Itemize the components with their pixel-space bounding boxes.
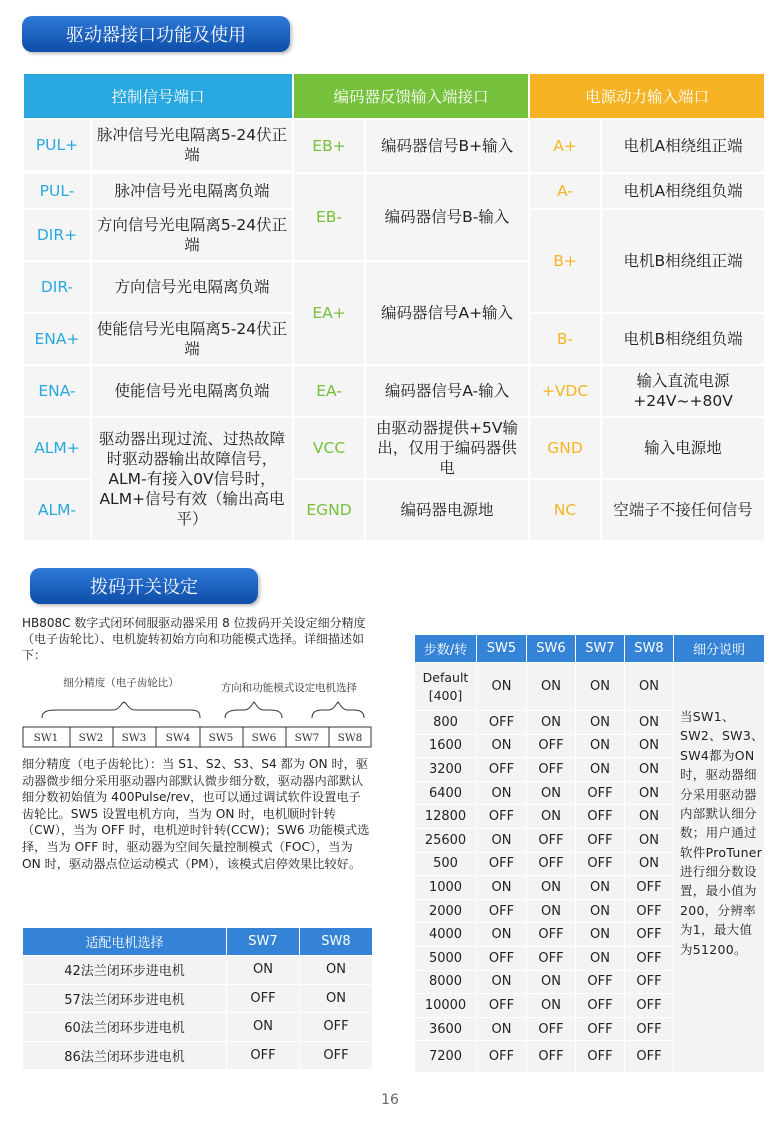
motor-cell: OFF xyxy=(300,1013,373,1042)
step-cell: ON xyxy=(477,663,527,711)
pin-dir-minus: DIR- xyxy=(23,261,91,313)
motor-selection-table xyxy=(22,927,373,1070)
motor-cell: OFF xyxy=(227,1041,300,1070)
motor-header-type: 适配电机选择 xyxy=(23,928,227,956)
step-cell: ON xyxy=(576,734,625,758)
step-cell: OFF xyxy=(527,828,576,852)
step-cell: ON xyxy=(477,876,527,900)
motor-cell: 60法兰闭环步进电机 xyxy=(23,1013,227,1042)
dip-sw5: SW5 xyxy=(208,732,234,744)
step-cell: 7200 xyxy=(415,1041,477,1073)
step-cell: 500 xyxy=(415,852,477,876)
step-cell: ON xyxy=(576,711,625,735)
desc-gnd: 输入电源地 xyxy=(601,417,765,479)
motor-header-sw7: SW7 xyxy=(227,928,300,956)
step-cell: OFF xyxy=(625,970,674,994)
dip-sw1: SW1 xyxy=(33,732,59,744)
step-cell: OFF xyxy=(576,994,625,1018)
step-cell: 6400 xyxy=(415,781,477,805)
page-number: 16 xyxy=(381,1092,399,1108)
section-title-dip: 拨码开关设定 xyxy=(30,568,258,604)
table-row xyxy=(23,1041,373,1070)
pin-ena-plus: ENA+ xyxy=(23,313,91,365)
step-cell: OFF xyxy=(477,946,527,970)
step-cell: OFF xyxy=(477,852,527,876)
pin-alm-plus: ALM+ xyxy=(23,417,91,479)
step-cell: OFF xyxy=(527,1017,576,1041)
step-cell: ON xyxy=(576,758,625,782)
header-power-port: 电源动力输入端口 xyxy=(529,73,765,119)
step-cell: OFF xyxy=(625,1041,674,1073)
desc-b-minus: 电机B相绕组负端 xyxy=(601,313,765,365)
table-row xyxy=(415,663,765,711)
motor-cell: ON xyxy=(227,1013,300,1042)
step-cell: OFF xyxy=(477,711,527,735)
step-cell: ON xyxy=(477,734,527,758)
pin-b-minus: B- xyxy=(529,313,601,365)
step-cell: 800 xyxy=(415,711,477,735)
step-cell: ON xyxy=(576,923,625,947)
step-cell: OFF xyxy=(527,852,576,876)
pin-eb-minus: EB- xyxy=(293,173,365,261)
step-cell: ON xyxy=(625,758,674,782)
step-header-steps: 步数/转 xyxy=(415,635,477,663)
interface-table xyxy=(22,72,766,542)
motor-cell: 57法兰闭环步进电机 xyxy=(23,984,227,1013)
step-cell: OFF xyxy=(477,758,527,782)
dip-group-label-direction: 方向和功能模式设定 xyxy=(220,682,316,694)
step-cell: ON xyxy=(527,663,576,711)
step-cell: OFF xyxy=(527,923,576,947)
pin-ea-plus: EA+ xyxy=(293,261,365,365)
step-cell: OFF xyxy=(625,899,674,923)
pin-vcc: VCC xyxy=(293,417,365,479)
desc-egnd: 编码器电源地 xyxy=(365,479,529,541)
dip-description-paragraph: 细分精度（电子齿轮比）：当 S1、S2、S3、S4 都为 ON 时，驱动器微步细分采用驱动器内部默认微步细分数，驱动器内部默认细分数初始值为 400Pulse/rev，也可以通过调试软件设置电子齿轮比。SW5 设置电机方向，当为 ON 时，电机顺时针转（CW），当为 OFF 时，电机逆时针转(CCW)；SW6 功能模式选择，当为 OFF 时，驱动器为空间矢量控制模式（FOC），当为 ON 时，驱动器点位运动模式（PM），该模式启停效果比较好。 xyxy=(22,757,370,871)
step-cell: ON xyxy=(625,711,674,735)
desc-a-minus: 电机A相绕组负端 xyxy=(601,173,765,209)
desc-eb-minus: 编码器信号B-输入 xyxy=(365,173,529,261)
motor-cell: ON xyxy=(227,956,300,985)
pin-a-minus: A- xyxy=(529,173,601,209)
step-cell: ON xyxy=(527,876,576,900)
dip-sw7: SW7 xyxy=(294,732,320,744)
step-cell: 2000 xyxy=(415,899,477,923)
motor-cell: ON xyxy=(300,956,373,985)
pin-gnd: GND xyxy=(529,417,601,479)
step-cell: ON xyxy=(527,711,576,735)
motor-header-sw8: SW8 xyxy=(300,928,373,956)
step-cell: 12800 xyxy=(415,805,477,829)
dip-group-label-microstep: 细分精度（电子齿轮比） xyxy=(63,677,179,689)
step-cell: ON xyxy=(527,899,576,923)
pin-pul-plus: PUL+ xyxy=(23,119,91,171)
desc-nc: 空端子不接任何信号 xyxy=(601,479,765,541)
step-cell: OFF xyxy=(576,970,625,994)
step-cell: 5000 xyxy=(415,946,477,970)
pin-nc: NC xyxy=(529,479,601,541)
step-cell: ON xyxy=(625,781,674,805)
dip-sw2: SW2 xyxy=(78,732,104,744)
section-title-interface: 驱动器接口功能及使用 xyxy=(22,16,290,52)
step-cell: OFF xyxy=(527,946,576,970)
step-cell: ON xyxy=(576,946,625,970)
step-cell: OFF xyxy=(576,852,625,876)
step-cell: OFF xyxy=(576,1041,625,1073)
pin-ea-minus: EA- xyxy=(293,365,365,417)
step-cell: OFF xyxy=(576,805,625,829)
step-cell: OFF xyxy=(477,899,527,923)
table-row xyxy=(23,984,373,1013)
desc-ena-plus: 使能信号光电隔离5-24伏正端 xyxy=(91,313,293,365)
pin-a-plus: A+ xyxy=(529,119,601,173)
desc-b-plus: 电机B相绕组正端 xyxy=(601,209,765,313)
desc-dir-plus: 方向信号光电隔离5-24伏正端 xyxy=(91,209,293,261)
step-header-sw6: SW6 xyxy=(527,635,576,663)
step-cell: ON xyxy=(477,781,527,805)
dip-sw4: SW4 xyxy=(165,732,191,744)
table-row xyxy=(23,956,373,985)
step-cell: OFF xyxy=(625,994,674,1018)
desc-dir-minus: 方向信号光电隔离负端 xyxy=(91,261,293,313)
microstep-note: 当SW1、SW2、SW3、SW4都为ON时，驱动器细分采用驱动器内部默认细分数；用户通过软件ProTuner进行细分数设置，最小值为200，分辨率为1，最大值为51200。 xyxy=(674,663,765,1073)
step-cell: ON xyxy=(527,970,576,994)
desc-ena-minus: 使能信号光电隔离负端 xyxy=(91,365,293,417)
step-cell: 4000 xyxy=(415,923,477,947)
motor-cell: ON xyxy=(300,984,373,1013)
dip-sw8: SW8 xyxy=(337,732,363,744)
step-cell: OFF xyxy=(576,828,625,852)
dip-switch-diagram xyxy=(20,672,380,758)
step-cell: ON xyxy=(527,994,576,1018)
desc-ea-minus: 编码器信号A-输入 xyxy=(365,365,529,417)
pin-ena-minus: ENA- xyxy=(23,365,91,417)
microstep-table xyxy=(414,634,765,1073)
desc-alm: 驱动器出现过流、过热故障时驱动器输出故障信号，ALM-有接入0V信号时，ALM+信号有效（输出高电平） xyxy=(91,417,293,541)
pin-b-plus: B+ xyxy=(529,209,601,313)
header-control-port: 控制信号端口 xyxy=(23,73,293,119)
dip-intro-text: HB808C 数字式闭环伺服驱动器采用 8 位拨码开关设定细分精度（电子齿轮比）、电机旋转初始方向和功能模式选择。详细描述如下： xyxy=(22,616,366,663)
desc-pul-plus: 脉冲信号光电隔离5-24伏正端 xyxy=(91,119,293,171)
step-header-note: 细分说明 xyxy=(674,635,765,663)
step-header-sw7: SW7 xyxy=(576,635,625,663)
step-cell: 3200 xyxy=(415,758,477,782)
step-cell: OFF xyxy=(527,1041,576,1073)
step-cell: OFF xyxy=(527,758,576,782)
step-cell: 25600 xyxy=(415,828,477,852)
step-cell: 8000 xyxy=(415,970,477,994)
dip-group-label-motor: 电机选择 xyxy=(315,682,357,694)
step-cell: ON xyxy=(477,1017,527,1041)
motor-cell: OFF xyxy=(300,1041,373,1070)
step-cell: OFF xyxy=(625,1017,674,1041)
motor-cell: 86法兰闭环步进电机 xyxy=(23,1041,227,1070)
desc-eb-plus: 编码器信号B+输入 xyxy=(365,119,529,173)
step-cell: ON xyxy=(477,923,527,947)
step-cell: OFF xyxy=(625,946,674,970)
step-cell: ON xyxy=(576,663,625,711)
step-cell: OFF xyxy=(477,805,527,829)
step-cell: ON xyxy=(625,734,674,758)
desc-a-plus: 电机A相绕组正端 xyxy=(601,119,765,173)
step-cell: 1000 xyxy=(415,876,477,900)
dip-sw3: SW3 xyxy=(121,732,147,744)
step-cell: OFF xyxy=(477,994,527,1018)
step-cell: OFF xyxy=(477,1041,527,1073)
pin-vdc: +VDC xyxy=(529,365,601,417)
motor-cell: 42法兰闭环步进电机 xyxy=(23,956,227,985)
pin-eb-plus: EB+ xyxy=(293,119,365,173)
dip-sw6: SW6 xyxy=(251,732,277,744)
step-cell: ON xyxy=(625,663,674,711)
step-cell: ON xyxy=(576,899,625,923)
pin-dir-plus: DIR+ xyxy=(23,209,91,261)
step-cell: 10000 xyxy=(415,994,477,1018)
step-header-sw5: SW5 xyxy=(477,635,527,663)
pin-egnd: EGND xyxy=(293,479,365,541)
step-cell: OFF xyxy=(576,781,625,805)
step-cell: ON xyxy=(625,852,674,876)
desc-ea-plus: 编码器信号A+输入 xyxy=(365,261,529,365)
step-cell: 3600 xyxy=(415,1017,477,1041)
step-cell: ON xyxy=(477,828,527,852)
header-encoder-port: 编码器反馈输入端接口 xyxy=(293,73,529,119)
step-cell: ON xyxy=(477,970,527,994)
step-cell: ON xyxy=(527,805,576,829)
step-cell: ON xyxy=(527,781,576,805)
table-row xyxy=(23,1013,373,1042)
desc-vdc: 输入直流电源+24V~+80V xyxy=(601,365,765,417)
step-header-sw8: SW8 xyxy=(625,635,674,663)
step-cell: OFF xyxy=(625,876,674,900)
step-cell: Default [400] xyxy=(415,663,477,711)
desc-pul-minus: 脉冲信号光电隔离负端 xyxy=(91,173,293,209)
pin-pul-minus: PUL- xyxy=(23,173,91,209)
step-cell: OFF xyxy=(625,923,674,947)
step-cell: ON xyxy=(625,805,674,829)
step-cell: OFF xyxy=(576,1017,625,1041)
step-cell: OFF xyxy=(527,734,576,758)
motor-cell: OFF xyxy=(227,984,300,1013)
step-cell: 1600 xyxy=(415,734,477,758)
step-cell: ON xyxy=(625,828,674,852)
pin-alm-minus: ALM- xyxy=(23,479,91,541)
desc-vcc: 由驱动器提供+5V输出，仅用于编码器供电 xyxy=(365,417,529,479)
step-cell: ON xyxy=(576,876,625,900)
